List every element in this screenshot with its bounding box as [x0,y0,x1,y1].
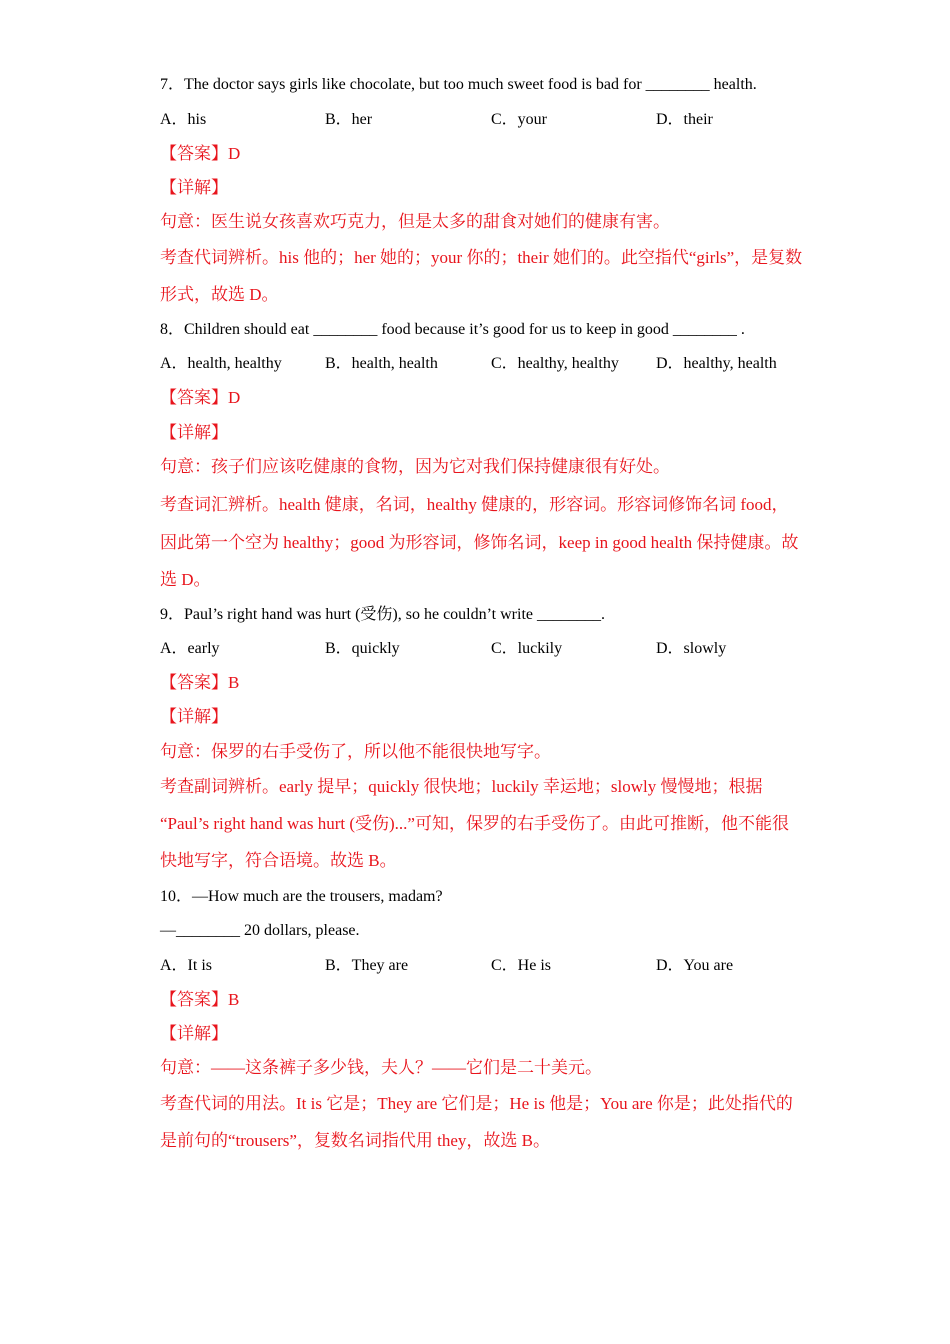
question-stem: 10．—How much are the trousers, madam? [160,888,443,905]
question-stem: 9．Paul’s right hand was hurt (受伤), so he couldn’t write ________. [160,606,605,623]
option-c: C．He is [491,957,552,974]
option-a: A．his [160,111,207,128]
option-b: B．quickly [325,640,400,657]
detail-label: 【详解】 [160,423,228,442]
option-a: A．It is [160,957,213,974]
explanation-line: 选 D。 [160,570,211,589]
option-d: D．slowly [656,640,727,657]
detail-label: 【详解】 [160,1024,228,1043]
question-stem: 8．Children should eat ________ food because it’s good for us to keep in good ________ . [160,321,745,338]
option-a: A．health, healthy [160,355,282,372]
explanation-line: 考查词汇辨析。health 健康，名词，healthy 健康的，形容词。形容词修饰名词 food， [160,495,789,514]
explanation-line: 是前句的“trousers”，复数名词指代用 they，故选 B。 [160,1131,551,1150]
answer-label: 【答案】D [160,388,241,407]
option-b: B．her [325,111,373,128]
option-d: D．their [656,111,713,128]
answer-label: 【答案】D [160,144,241,163]
answer-label: 【答案】B [160,673,240,692]
explanation-line: 考查副词辨析。early 提早；quickly 很快地；luckily 幸运地；slowly 慢慢地；根据 [160,777,763,796]
detail-label: 【详解】 [160,178,228,197]
explanation-line: 句意：保罗的右手受伤了，所以他不能很快地写字。 [160,742,551,761]
option-a: A．early [160,640,220,657]
detail-label: 【详解】 [160,707,228,726]
option-d: D．You are [656,957,734,974]
option-d: D．healthy, health [656,355,777,372]
option-c: C．your [491,111,548,128]
option-b: B．health, health [325,355,438,372]
explanation-line: 因此第一个空为 healthy；good 为形容词，修饰名词，keep in good health 保持健康。故 [160,533,799,552]
explanation-line: 句意：——这条裤子多少钱，夫人？——它们是二十美元。 [160,1058,602,1077]
question-stem: 7．The doctor says girls like chocolate, but too much sweet food is bad for ________ health. [160,76,757,93]
option-c: C．luckily [491,640,563,657]
explanation-line: 快地写字，符合语境。故选 B。 [160,851,397,870]
explanation-line: 句意：孩子们应该吃健康的食物，因为它对我们保持健康很有好处。 [160,457,670,476]
explanation-line: “Paul’s right hand was hurt (受伤)...”可知，保罗的右手受伤了。由此可推断，他不能很 [160,814,789,833]
explanation-line: 形式，故选 D。 [160,285,279,304]
option-c: C．healthy, healthy [491,355,619,372]
explanation-line: 考查代词辨析。his 他的；her 她的；your 你的；their 她们的。此空指代“girls”，是复数 [160,248,803,267]
question-stem-reply: —________ 20 dollars, please. [160,922,360,939]
answer-label: 【答案】B [160,990,240,1009]
option-b: B．They are [325,957,409,974]
explanation-line: 句意：医生说女孩喜欢巧克力，但是太多的甜食对她们的健康有害。 [160,212,670,231]
explanation-line: 考查代词的用法。It is 它是；They are 它们是；He is 他是；You are 你是；此处指代的 [160,1094,793,1113]
